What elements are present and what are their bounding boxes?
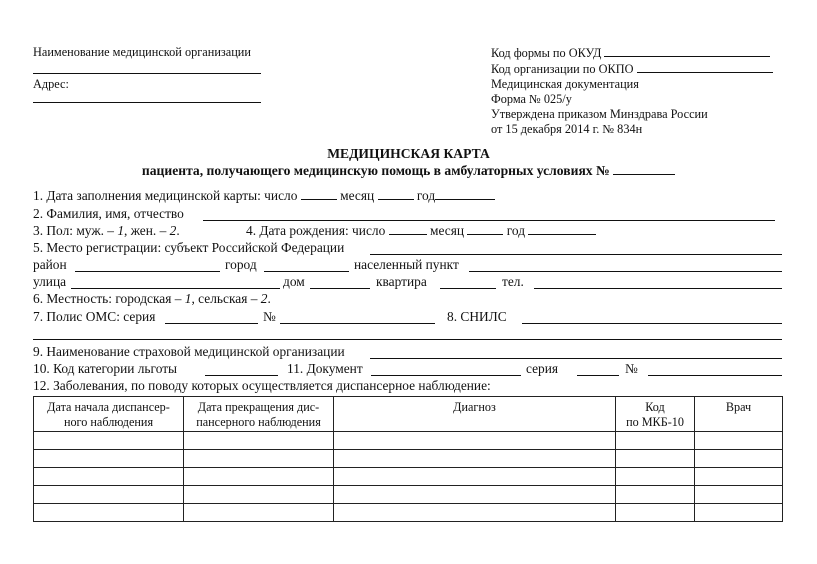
blank-line[interactable] [33, 339, 782, 340]
card-subtitle-row [0, 163, 817, 179]
locality-label: 6. Местность: городская – [33, 291, 182, 306]
card-title: МЕДИЦИНСКАЯ КАРТА [327, 146, 490, 161]
cell-start-date[interactable] [34, 486, 184, 504]
locality-urban-code: 1 [184, 291, 192, 306]
apartment-label: квартира [376, 274, 427, 289]
field-4-row [246, 223, 596, 239]
document-label: 11. Документ [287, 361, 363, 376]
registration-label: 5. Место регистрации: субъект Российской Федерации [33, 240, 345, 255]
snils-field[interactable] [522, 323, 782, 324]
cell-doctor[interactable] [695, 468, 783, 486]
col-icd-line2: по МКБ-10 [626, 415, 684, 429]
cell-doctor[interactable] [695, 450, 783, 468]
benefit-code-label: 10. Код категории льготы [33, 361, 178, 376]
birth-month-field[interactable] [467, 223, 503, 235]
phone-label: тел. [502, 274, 524, 289]
sex-label: 3. Пол: муж. – [33, 223, 114, 238]
settlement-field[interactable] [469, 271, 782, 272]
locality-row [33, 291, 271, 307]
birth-month-label: месяц [430, 223, 465, 238]
col-start-date [34, 397, 184, 432]
col-start-date-line1: Дата начала диспансер- [47, 400, 170, 414]
okpo-row [491, 61, 773, 77]
fill-year-label: год [416, 188, 436, 203]
city-label: город [225, 257, 257, 272]
table-row [34, 432, 783, 450]
house-field[interactable] [310, 288, 370, 289]
form-number: Форма № 025/у [491, 92, 572, 106]
okud-field[interactable] [604, 45, 770, 57]
cell-end-date[interactable] [184, 468, 334, 486]
address-label: Адрес: [33, 77, 69, 91]
okpo-field[interactable] [637, 61, 773, 73]
table-row [34, 468, 783, 486]
col-doctor [695, 397, 783, 432]
sex-end: . [176, 223, 180, 238]
region-field[interactable] [370, 254, 782, 255]
cell-start-date[interactable] [34, 468, 184, 486]
house-label: дом [283, 274, 305, 289]
cell-doctor[interactable] [695, 432, 783, 450]
locality-end: . [267, 291, 271, 306]
field-3-row [33, 223, 180, 239]
col-diagnosis-label: Диагноз [453, 400, 496, 414]
col-end-date-line2: пансерного наблюдения [196, 415, 321, 429]
table-body [34, 432, 783, 522]
col-icd-code [616, 397, 695, 432]
cell-start-date[interactable] [34, 432, 184, 450]
fill-date-label: 1. Дата заполнения медицинской карты: число [33, 188, 298, 203]
fill-year-field[interactable] [435, 188, 495, 200]
oms-policy-label: 7. Полис ОМС: серия [33, 309, 156, 324]
cell-diagnosis[interactable] [334, 432, 616, 450]
sex-male-code: 1 [117, 223, 125, 238]
cell-end-date[interactable] [184, 486, 334, 504]
cell-icd-code[interactable] [616, 432, 695, 450]
field-1-row [33, 188, 495, 204]
cell-end-date[interactable] [184, 432, 334, 450]
cell-diagnosis[interactable] [334, 486, 616, 504]
cell-icd-code[interactable] [616, 504, 695, 522]
locality-rural-code: 2 [260, 291, 268, 306]
okud-row [491, 45, 770, 61]
full-name-label: 2. Фамилия, имя, отчество [33, 206, 184, 221]
insurer-field[interactable] [370, 358, 782, 359]
col-end-date-line1: Дата прекращения дис- [197, 400, 320, 414]
benefit-code-field[interactable] [205, 375, 278, 376]
dispensary-table [33, 396, 783, 522]
birth-year-label: год [506, 223, 526, 238]
apartment-field[interactable] [440, 288, 496, 289]
snils-label: 8. СНИЛС [447, 309, 507, 324]
cell-icd-code[interactable] [616, 486, 695, 504]
fill-month-field[interactable] [378, 188, 414, 200]
org-name-field[interactable] [33, 73, 261, 74]
oms-series-field[interactable] [165, 323, 258, 324]
approved-date: от 15 декабря 2014 г. № 834н [491, 122, 643, 136]
col-start-date-line2: ного наблюдения [63, 415, 154, 429]
cell-diagnosis[interactable] [334, 450, 616, 468]
table-row [34, 450, 783, 468]
cell-icd-code[interactable] [616, 468, 695, 486]
cell-start-date[interactable] [34, 504, 184, 522]
cell-diagnosis[interactable] [334, 504, 616, 522]
col-end-date [184, 397, 334, 432]
card-number-field[interactable] [613, 163, 675, 175]
oms-number-label: № [263, 309, 276, 324]
district-field[interactable] [75, 271, 220, 272]
street-label: улица [33, 274, 67, 289]
table-row [34, 504, 783, 522]
org-name-label: Наименование медицинской организации [33, 45, 251, 59]
document-series-field[interactable] [577, 375, 619, 376]
birth-date-label: 4. Дата рождения: число [246, 223, 386, 238]
phone-field[interactable] [534, 288, 782, 289]
approved-by: Утверждена приказом Минздрава России [491, 107, 708, 121]
dispensary-diseases-label: 12. Заболевания, по поводу которых осуществляется диспансерное наблюдение: [33, 378, 491, 393]
street-field[interactable] [71, 288, 280, 289]
cell-doctor[interactable] [695, 504, 783, 522]
cell-start-date[interactable] [34, 450, 184, 468]
district-label: район [33, 257, 67, 272]
col-doctor-label: Врач [725, 400, 752, 414]
cell-doctor[interactable] [695, 486, 783, 504]
doc-type: Медицинская документация [491, 77, 639, 91]
oms-number-field[interactable] [280, 323, 435, 324]
okpo-label: Код организации по ОКПО [491, 62, 634, 76]
cell-icd-code[interactable] [616, 450, 695, 468]
sex-female-label: , жен. – [124, 223, 167, 238]
document-field[interactable] [371, 375, 521, 376]
city-field[interactable] [264, 271, 349, 272]
cell-diagnosis[interactable] [334, 468, 616, 486]
table-header-row [34, 397, 783, 432]
document-number-label: № [625, 361, 638, 376]
document-number-field[interactable] [648, 375, 782, 376]
col-diagnosis [334, 397, 616, 432]
full-name-field[interactable] [203, 220, 775, 221]
locality-rural-label: , сельская – [191, 291, 258, 306]
card-subtitle: пациента, получающего медицинскую помощь в амбулаторных условиях № [141, 163, 610, 178]
birth-year-field[interactable] [528, 223, 596, 235]
table-row [34, 486, 783, 504]
col-icd-line1: Код [645, 400, 665, 414]
address-field[interactable] [33, 102, 261, 103]
cell-end-date[interactable] [184, 450, 334, 468]
birth-day-field[interactable] [389, 223, 427, 235]
cell-end-date[interactable] [184, 504, 334, 522]
insurer-label: 9. Наименование страховой медицинской организации [33, 344, 345, 359]
okud-label: Код формы по ОКУД [491, 46, 602, 60]
document-series-label: серия [526, 361, 559, 376]
settlement-label: населенный пункт [354, 257, 459, 272]
fill-month-label: месяц [340, 188, 375, 203]
sex-female-code: 2 [169, 223, 177, 238]
fill-day-field[interactable] [301, 188, 337, 200]
